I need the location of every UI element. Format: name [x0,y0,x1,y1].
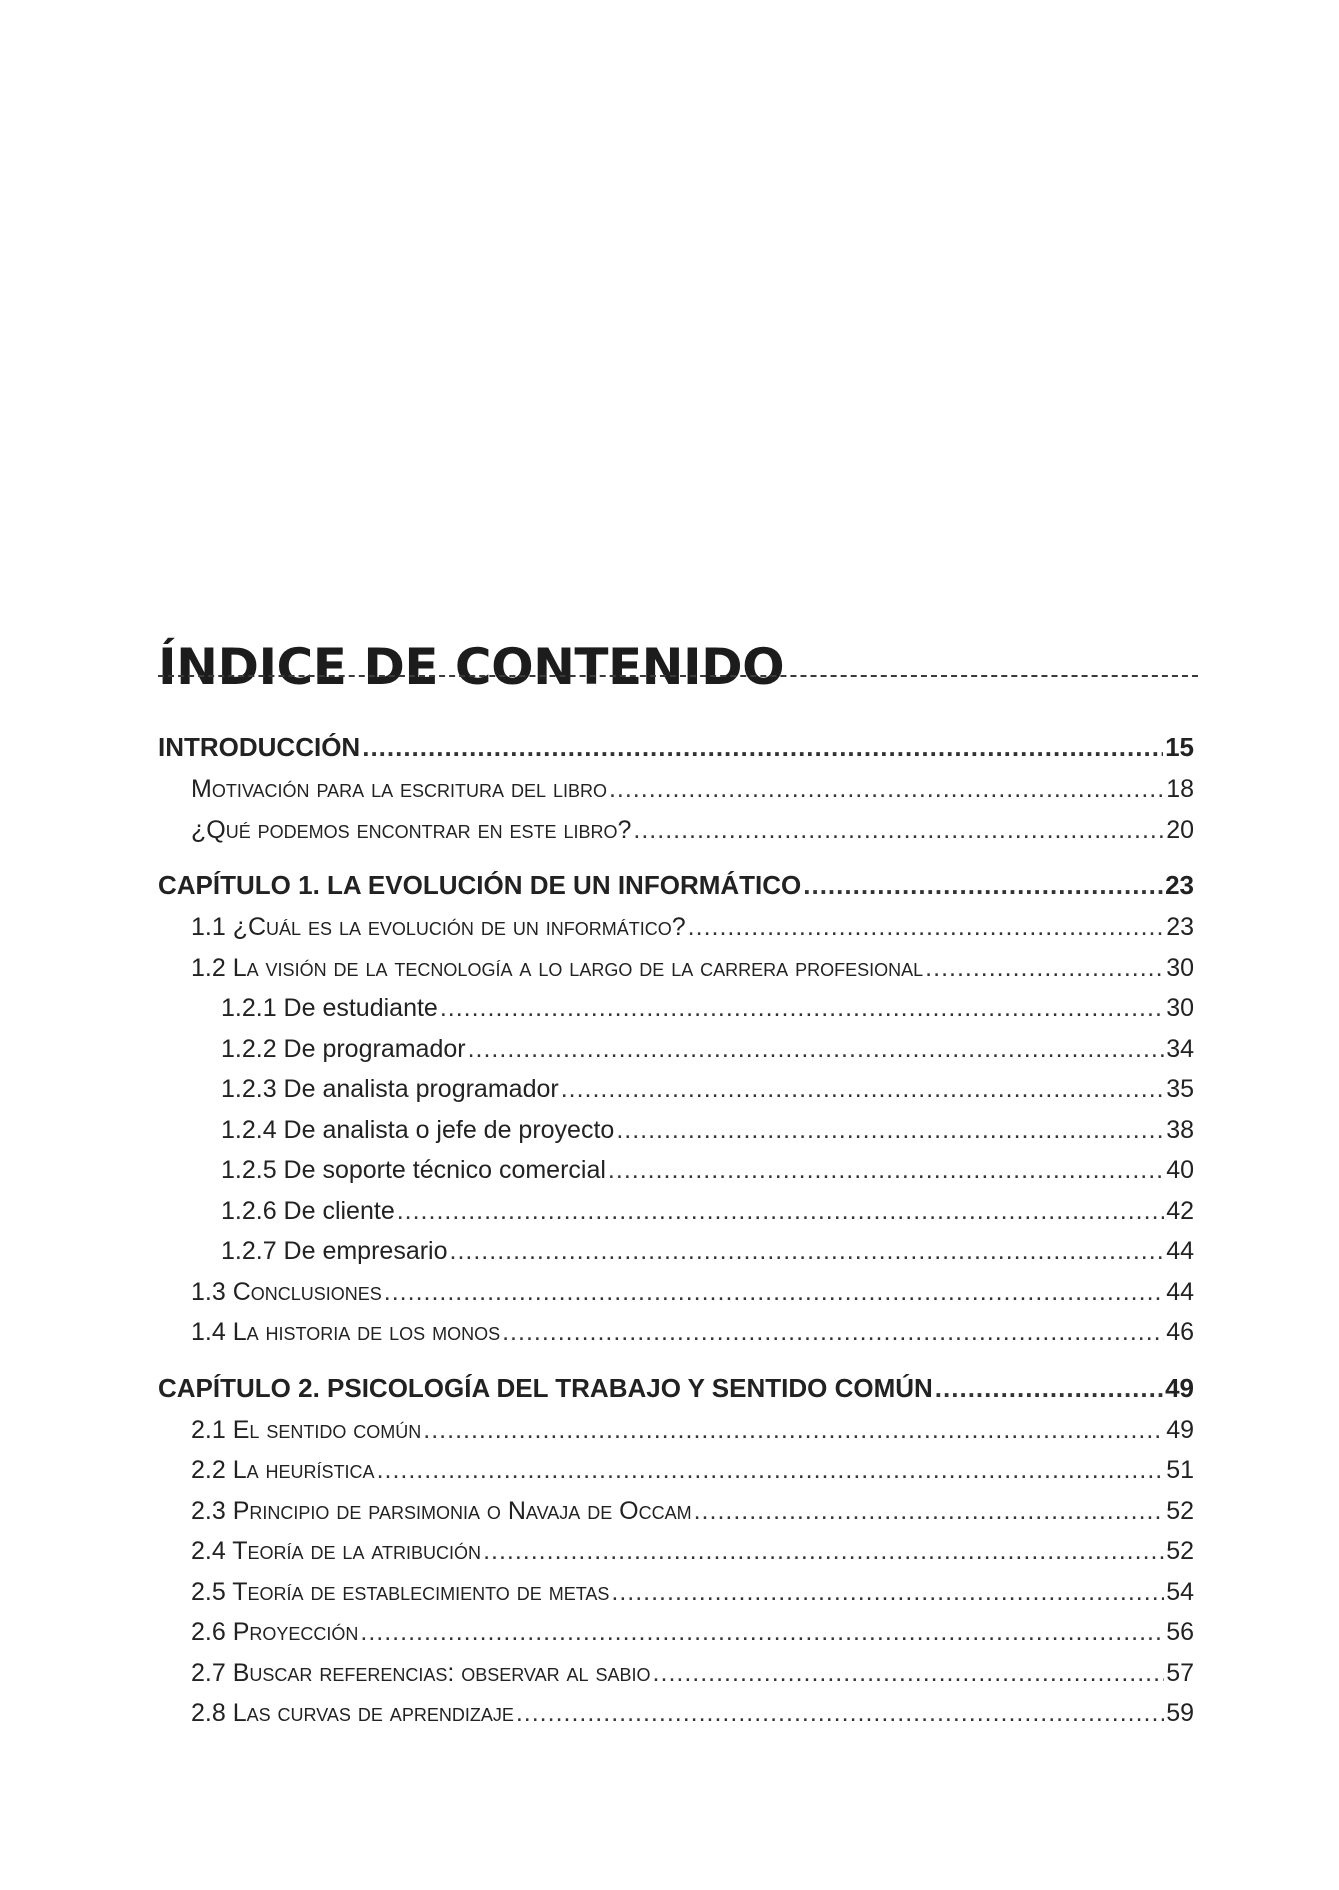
dot-leader [688,907,1165,948]
toc-entry-page-number: 51 [1166,1456,1194,1484]
toc-entry-section[interactable] [158,1531,1194,1572]
toc-entry-subsection[interactable] [158,1191,1194,1232]
toc-entry-subsection[interactable] [158,988,1194,1029]
toc-entry-chapter[interactable] [158,726,1194,769]
toc-entry-page-number: 38 [1166,1115,1194,1144]
toc-entry-section[interactable] [158,1450,1194,1491]
toc-entry-label: 1.2 La visión de la tecnología a lo largo de la carrera profesional [191,953,924,982]
dot-leader [516,1693,1164,1734]
toc-entry-label: 1.4 La historia de los monos [191,1318,501,1346]
toc-entry-page-number: 49 [1165,1372,1194,1403]
toc-entry-label: CAPÍTULO 1. LA EVOLUCIÓN DE UN INFORMÁTICO [158,870,802,900]
dot-leader [502,1312,1164,1353]
toc-entry-label: 1.2.1 De estudiante [221,994,438,1022]
dot-leader [633,810,1164,851]
toc-entry-page-number: 49 [1166,1415,1194,1444]
toc-entry-section[interactable] [158,1410,1194,1451]
dot-leader [803,864,1163,907]
toc-entry-label: 1.2.7 De empresario [221,1237,448,1265]
toc-entry-page-number: 56 [1166,1618,1194,1646]
dot-leader [360,1612,1164,1653]
dot-leader [609,769,1164,810]
toc-entry-subsection[interactable] [158,1110,1194,1151]
toc-entry-label: 2.8 Las curvas de aprendizaje [191,1699,514,1727]
toc-entry-label: 1.1 ¿Cuál es la evolución de un informático? [191,913,686,941]
toc-entry-page-number: 54 [1166,1577,1194,1606]
page-title: ÍNDICE DE CONTENIDO [158,637,785,696]
dot-leader [483,1531,1164,1572]
dot-leader [440,988,1164,1029]
toc-entry-label: 2.4 Teoría de la atribución [191,1537,482,1565]
dot-leader [397,1191,1164,1232]
toc-entry-section[interactable] [158,1653,1194,1694]
dot-leader [611,1572,1164,1613]
toc-entry-label: 2.1 El sentido común [191,1415,422,1444]
toc-entry-label: 1.2.6 De cliente [221,1196,395,1225]
toc-entry-page-number: 46 [1166,1318,1194,1346]
toc-entry-section[interactable] [158,1272,1194,1313]
dot-leader [561,1069,1164,1110]
toc-entry-page-number: 42 [1166,1196,1194,1225]
dot-leader [423,1410,1164,1451]
dot-leader [925,948,1164,989]
toc-entry-page-number: 40 [1166,1156,1194,1184]
toc-entry-page-number: 15 [1165,732,1194,762]
toc-entry-page-number: 30 [1166,953,1194,982]
toc-entry-label: 2.5 Teoría de establecimiento de metas [191,1577,610,1606]
toc-entry-section[interactable] [158,1312,1194,1353]
toc-entry-page-number: 23 [1165,870,1194,900]
toc-entry-label: 1.2.5 De soporte técnico comercial [221,1156,606,1184]
toc-entry-page-number: 23 [1166,913,1194,941]
toc-entry-chapter[interactable] [158,1367,1194,1410]
toc-entry-page-number: 34 [1166,1034,1194,1063]
toc-entry-section[interactable] [158,1612,1194,1653]
toc-entry-label: 2.3 Principio de parsimonia o Navaja de Occam [191,1496,692,1525]
dot-leader [468,1029,1165,1070]
toc-entry-label: 1.2.2 De programador [221,1034,466,1063]
toc-entry-label: CAPÍTULO 2. PSICOLOGÍA DEL TRABAJO Y SENTIDO COMÚN [158,1372,933,1403]
toc-entry-page-number: 35 [1166,1075,1194,1103]
dot-leader [694,1491,1165,1532]
toc-entry-label: INTRODUCCIÓN [158,732,361,762]
toc-entry-page-number: 52 [1166,1496,1194,1525]
table-of-contents [158,726,1194,1734]
toc-entry-section[interactable] [158,948,1194,989]
toc-entry-subsection[interactable] [158,1231,1194,1272]
dot-leader [616,1110,1164,1151]
toc-entry-page-number: 59 [1166,1699,1194,1727]
toc-entry-label: Motivación para la escritura del libro [191,775,607,803]
toc-entry-chapter[interactable] [158,864,1194,907]
toc-entry-page-number: 57 [1166,1658,1194,1687]
toc-entry-subsection[interactable] [158,1069,1194,1110]
toc-entry-page-number: 30 [1166,994,1194,1022]
toc-entry-section[interactable] [158,769,1194,810]
toc-entry-page-number: 44 [1166,1237,1194,1265]
toc-entry-section[interactable] [158,1491,1194,1532]
toc-entry-page-number: 20 [1166,815,1194,844]
title-divider [158,675,1198,677]
dot-leader [384,1272,1164,1313]
dot-leader [653,1653,1165,1694]
dot-leader [450,1231,1165,1272]
toc-entry-page-number: 52 [1166,1537,1194,1565]
dot-leader [608,1150,1164,1191]
dot-leader [362,726,1163,769]
dot-leader [377,1450,1165,1491]
toc-entry-section[interactable] [158,907,1194,948]
toc-entry-page-number: 18 [1166,775,1194,803]
toc-entry-label: 2.7 Buscar referencias: observar al sabio [191,1658,651,1687]
dot-leader [935,1367,1163,1410]
toc-entry-label: 1.3 Conclusiones [191,1277,382,1306]
toc-entry-page-number: 44 [1166,1277,1194,1306]
toc-entry-label: 1.2.4 De analista o jefe de proyecto [221,1115,615,1144]
toc-entry-section[interactable] [158,810,1194,851]
toc-entry-label: 1.2.3 De analista programador [221,1075,559,1103]
toc-entry-subsection[interactable] [158,1029,1194,1070]
toc-entry-label: 2.2 La heurística [191,1456,375,1484]
toc-entry-section[interactable] [158,1693,1194,1734]
toc-entry-section[interactable] [158,1572,1194,1613]
toc-entry-label: ¿Qué podemos encontrar en este libro? [191,815,632,844]
toc-entry-subsection[interactable] [158,1150,1194,1191]
toc-entry-label: 2.6 Proyección [191,1618,359,1646]
